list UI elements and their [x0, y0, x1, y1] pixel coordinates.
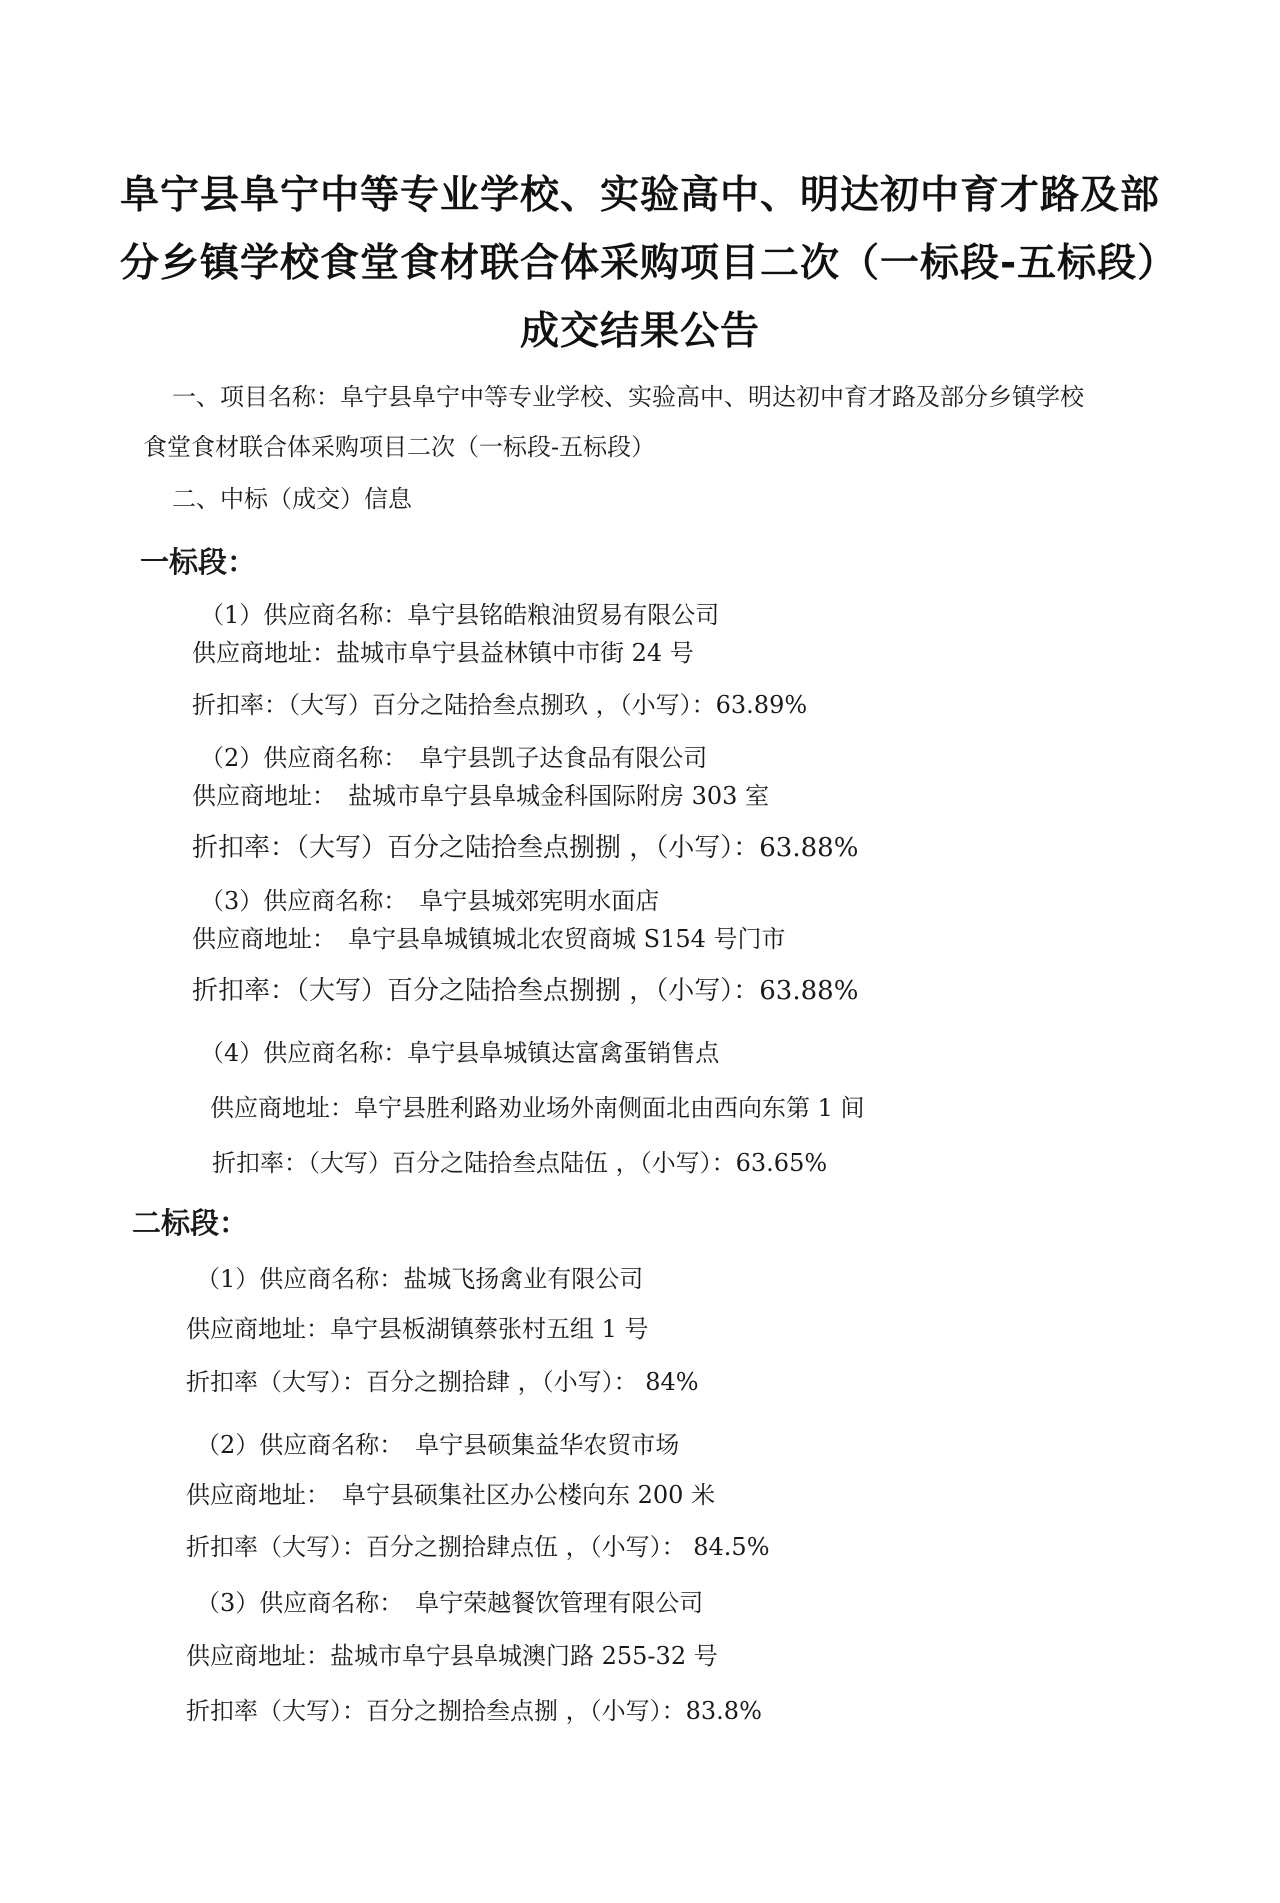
lot1-supplier-1-address: 供应商地址：盐城市阜宁县益林镇中市街 24 号: [192, 639, 694, 667]
lot2-supplier-2-name: （2）供应商名称： 阜宁县硕集益华农贸市场: [196, 1431, 680, 1459]
lot1-supplier-1-rate: 折扣率：（大写）百分之陆拾叁点捌玖 ，（小写）：63.89%: [192, 691, 808, 719]
lot1-supplier-4-name: （4）供应商名称：阜宁县阜城镇达富禽蛋销售点: [200, 1039, 720, 1067]
document-title: [120, 162, 1178, 366]
title-line-1: 阜宁县阜宁中等专业学校、实验高中、明达初中育才路及部: [120, 173, 1161, 218]
lot2-supplier-2-rate: 折扣率（大写）：百分之捌拾肆点伍 ，（小写）： 84.5%: [186, 1533, 770, 1561]
lot2-heading: 二标段：: [132, 1206, 249, 1240]
lot1-supplier-2-name: （2）供应商名称： 阜宁县凯子达食品有限公司: [200, 744, 708, 772]
lot1-supplier-1-name: （1）供应商名称：阜宁县铭皓粮油贸易有限公司: [200, 601, 720, 629]
lot2-supplier-1-rate: 折扣率（大写）：百分之捌拾肆 ，（小写）： 84%: [186, 1368, 699, 1396]
lot2-supplier-2-address: 供应商地址： 阜宁县硕集社区办公楼向东 200 米: [186, 1481, 716, 1509]
lot1-supplier-4-rate: 折扣率：（大写）百分之陆拾叁点陆伍 ，（小写）：63.65%: [212, 1149, 828, 1177]
lot2-supplier-1-name: （1）供应商名称：盐城飞扬禽业有限公司: [196, 1265, 644, 1293]
lot1-supplier-3-name: （3）供应商名称： 阜宁县城郊宪明水面店: [200, 887, 660, 915]
lot1-supplier-4-address: 供应商地址：阜宁县胜利路劝业场外南侧面北由西向东第 1 间: [210, 1094, 865, 1122]
lot2-supplier-3-rate: 折扣率（大写）：百分之捌拾叁点捌 ，（小写）：83.8%: [186, 1697, 762, 1725]
lot1-supplier-3-rate: 折扣率：（大写）百分之陆拾叁点捌捌 ，（小写）：63.88%: [192, 976, 859, 1006]
lot2-supplier-1-address: 供应商地址：阜宁县板湖镇蔡张村五组 1 号: [186, 1315, 649, 1343]
project-name-line-1: 一、项目名称：阜宁县阜宁中等专业学校、实验高中、明达初中育才路及部分乡镇学校: [172, 383, 1084, 411]
lot2-supplier-3-name: （3）供应商名称： 阜宁荣越餐饮管理有限公司: [196, 1589, 704, 1617]
lot1-supplier-3-address: 供应商地址： 阜宁县阜城镇城北农贸商城 S154 号门市: [192, 925, 786, 953]
title-line-3: 成交结果公告: [519, 309, 760, 354]
lot1-heading: 一标段：: [140, 545, 257, 579]
lot2-supplier-3-address: 供应商地址：盐城市阜宁县阜城澳门路 255-32 号: [186, 1642, 718, 1670]
lot1-supplier-2-address: 供应商地址： 盐城市阜宁县阜城金科国际附房 303 室: [192, 782, 770, 810]
project-name-line-2: 食堂食材联合体采购项目二次（一标段-五标段）: [143, 433, 656, 461]
award-info-heading: 二、中标（成交）信息: [172, 485, 412, 513]
title-line-2: 分乡镇学校食堂食材联合体采购项目二次（一标段-五标段）: [120, 241, 1178, 286]
lot1-supplier-2-rate: 折扣率：（大写）百分之陆拾叁点捌捌 ，（小写）：63.88%: [192, 833, 859, 863]
